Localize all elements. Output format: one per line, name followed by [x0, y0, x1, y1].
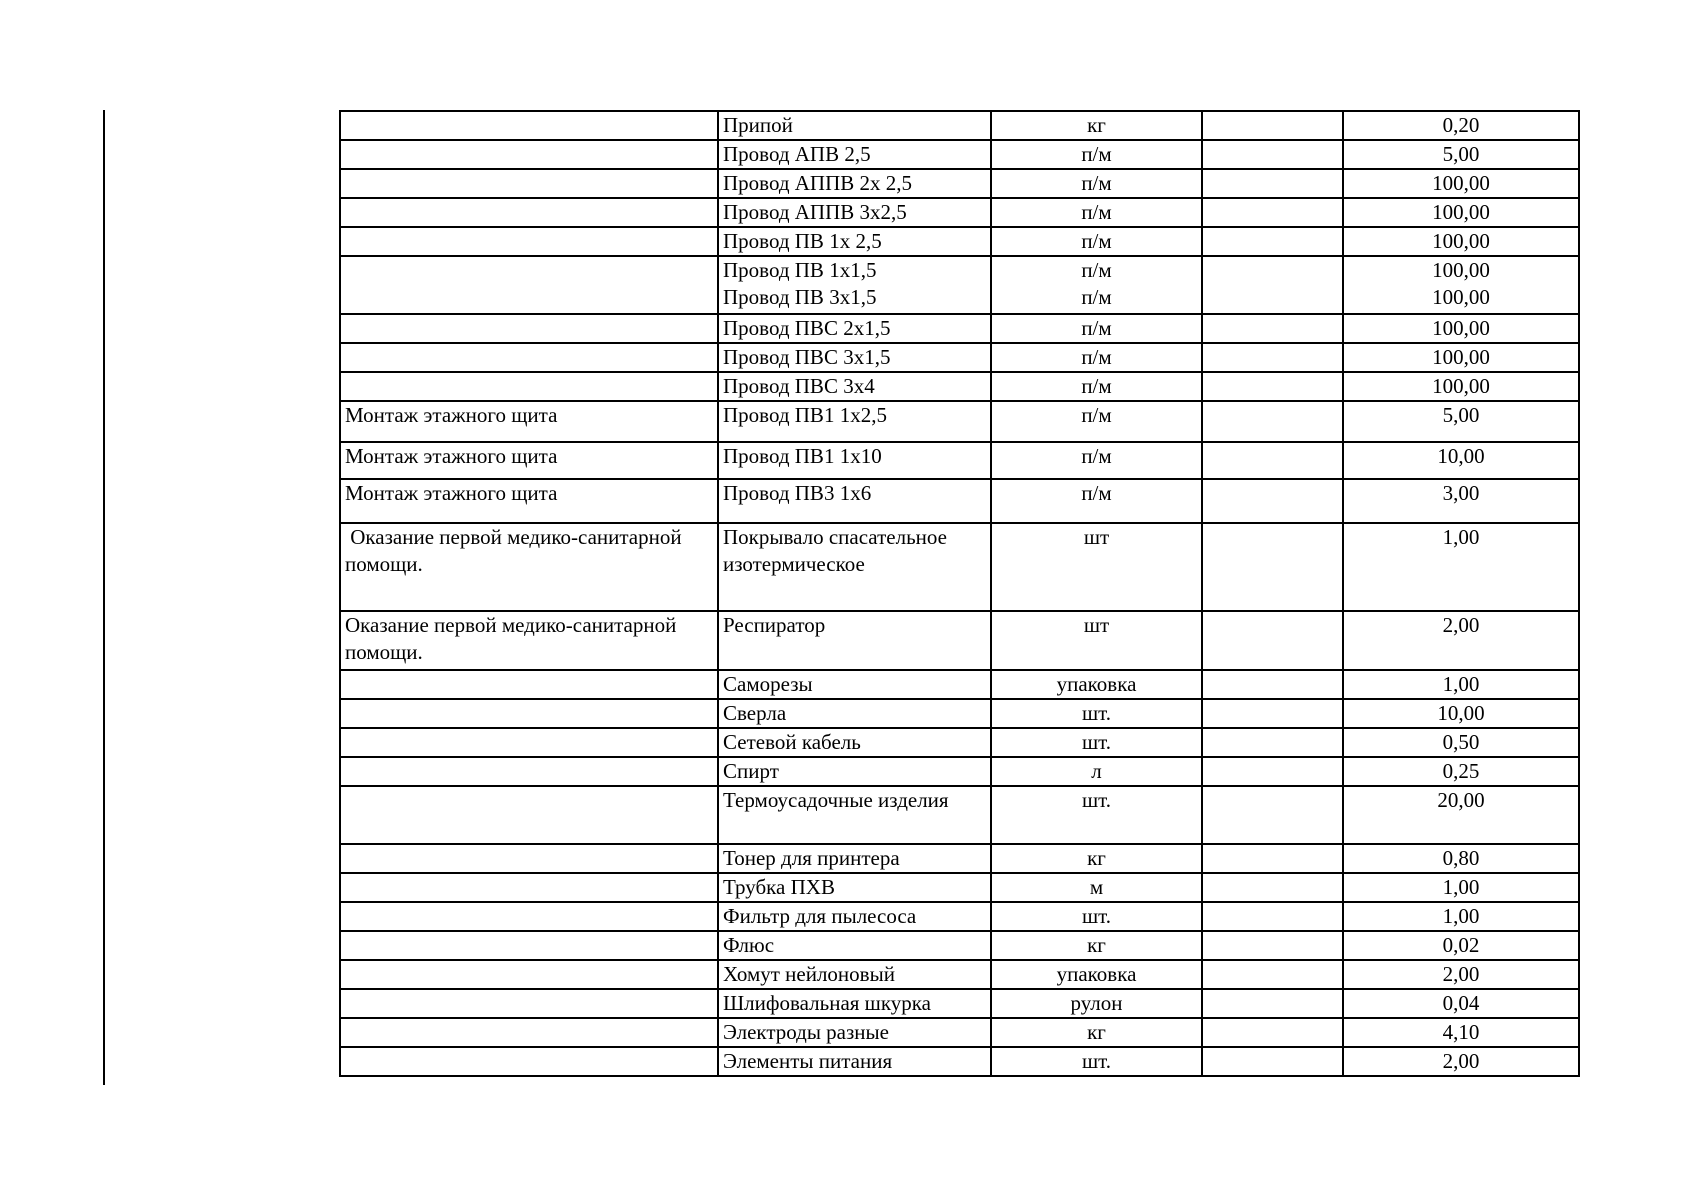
- empty-cell: [1202, 728, 1343, 757]
- material-name-cell: Фильтр для пылесоса: [718, 902, 991, 931]
- quantity-cell: 1,00: [1343, 670, 1579, 699]
- quantity-cell: 100,00: [1343, 372, 1579, 401]
- material-name-cell: [718, 256, 991, 314]
- material-name-cell: Провод ПВС 3х1,5: [718, 343, 991, 372]
- table-row: [340, 902, 1579, 931]
- material-name-cell: Провод ПВС 2х1,5: [718, 314, 991, 343]
- empty-cell: [1202, 670, 1343, 699]
- unit-cell: п/м: [991, 140, 1202, 169]
- unit-cell: кг: [991, 844, 1202, 873]
- work-cell: [340, 198, 718, 227]
- empty-cell: [1202, 314, 1343, 343]
- work-cell: [340, 227, 718, 256]
- material-name-cell: Сетевой кабель: [718, 728, 991, 757]
- work-cell: [340, 699, 718, 728]
- table-row: [340, 844, 1579, 873]
- quantity-cell: 3,00: [1343, 479, 1579, 523]
- material-name-cell: Провод ПВ1 1х2,5: [718, 401, 991, 442]
- material-name-cell: Сверла: [718, 699, 991, 728]
- material-name-cell: Провод ПВ 1х 2,5: [718, 227, 991, 256]
- unit-cell: шт: [991, 611, 1202, 670]
- empty-cell: [1202, 256, 1343, 314]
- work-cell: [340, 786, 718, 844]
- table-row: [340, 227, 1579, 256]
- quantity-cell: 0,20: [1343, 111, 1579, 140]
- quantity-cell: 4,10: [1343, 1018, 1579, 1047]
- unit-cell: рулон: [991, 989, 1202, 1018]
- material-name-cell: Хомут нейлоновый: [718, 960, 991, 989]
- unit-cell: шт.: [991, 728, 1202, 757]
- empty-cell: [1202, 227, 1343, 256]
- unit-cell: п/м: [991, 227, 1202, 256]
- unit-line: п/м: [1081, 285, 1112, 309]
- empty-cell: [1202, 523, 1343, 611]
- empty-cell: [1202, 198, 1343, 227]
- work-cell: [340, 728, 718, 757]
- work-cell: [340, 140, 718, 169]
- unit-cell: шт: [991, 523, 1202, 611]
- table-row: [340, 169, 1579, 198]
- quantity-cell: 100,00: [1343, 343, 1579, 372]
- work-cell: [340, 1047, 718, 1076]
- material-name-cell: Элементы питания: [718, 1047, 991, 1076]
- work-cell: [340, 844, 718, 873]
- quantity-cell: 10,00: [1343, 699, 1579, 728]
- material-name-cell: Провод ПВ3 1х6: [718, 479, 991, 523]
- material-name-cell: Провод АППВ 2х 2,5: [718, 169, 991, 198]
- page-margin-line: [103, 110, 105, 1085]
- material-name-cell: Провод ПВ1 1х10: [718, 442, 991, 479]
- empty-cell: [1202, 931, 1343, 960]
- work-cell: [340, 670, 718, 699]
- empty-cell: [1202, 873, 1343, 902]
- empty-cell: [1202, 989, 1343, 1018]
- quantity-cell: [1343, 256, 1579, 314]
- work-cell: [340, 1018, 718, 1047]
- material-name-line: Провод ПВ 1х1,5: [723, 258, 877, 282]
- empty-cell: [1202, 699, 1343, 728]
- work-cell: [340, 757, 718, 786]
- unit-cell: упаковка: [991, 960, 1202, 989]
- material-name-cell: Термоусадочные изделия: [718, 786, 991, 844]
- table-row: [340, 1018, 1579, 1047]
- empty-cell: [1202, 844, 1343, 873]
- quantity-cell: 1,00: [1343, 523, 1579, 611]
- empty-cell: [1202, 786, 1343, 844]
- empty-cell: [1202, 169, 1343, 198]
- quantity-cell: 20,00: [1343, 786, 1579, 844]
- empty-cell: [1202, 442, 1343, 479]
- quantity-cell: 0,25: [1343, 757, 1579, 786]
- table-row: [340, 989, 1579, 1018]
- unit-cell: [991, 256, 1202, 314]
- unit-cell: п/м: [991, 169, 1202, 198]
- work-cell: [340, 111, 718, 140]
- unit-cell: п/м: [991, 479, 1202, 523]
- quantity-cell: 10,00: [1343, 442, 1579, 479]
- table-row: [340, 343, 1579, 372]
- unit-cell: шт.: [991, 699, 1202, 728]
- empty-cell: [1202, 479, 1343, 523]
- quantity-cell: 2,00: [1343, 611, 1579, 670]
- quantity-cell: 100,00: [1343, 198, 1579, 227]
- material-name-line: Провод ПВ 3х1,5: [723, 285, 877, 309]
- table-row: [340, 140, 1579, 169]
- table-row: [340, 670, 1579, 699]
- work-cell: [340, 960, 718, 989]
- quantity-cell: 100,00: [1343, 227, 1579, 256]
- material-name-cell: Провод АППВ 3х2,5: [718, 198, 991, 227]
- table-row: [340, 873, 1579, 902]
- quantity-cell: 100,00: [1343, 169, 1579, 198]
- work-cell: [340, 523, 718, 611]
- empty-cell: [1202, 111, 1343, 140]
- table-row: [340, 931, 1579, 960]
- unit-cell: п/м: [991, 314, 1202, 343]
- material-name-cell: Покрывало спасательное изотермическое: [718, 523, 991, 611]
- table-row: [340, 611, 1579, 670]
- empty-cell: [1202, 372, 1343, 401]
- material-name-cell: Провод АПВ 2,5: [718, 140, 991, 169]
- table-row: [340, 198, 1579, 227]
- work-cell: [340, 343, 718, 372]
- quantity-cell: 0,02: [1343, 931, 1579, 960]
- table-row: [340, 757, 1579, 786]
- unit-cell: п/м: [991, 372, 1202, 401]
- unit-cell: п/м: [991, 198, 1202, 227]
- work-cell: [340, 314, 718, 343]
- table-row: [340, 960, 1579, 989]
- empty-cell: [1202, 401, 1343, 442]
- work-cell: [340, 902, 718, 931]
- work-cell: [340, 873, 718, 902]
- table-row: [340, 111, 1579, 140]
- unit-cell: п/м: [991, 401, 1202, 442]
- table-row: [340, 372, 1579, 401]
- unit-cell: шт.: [991, 902, 1202, 931]
- table-row: [340, 442, 1579, 479]
- table-row: [340, 728, 1579, 757]
- unit-cell: кг: [991, 931, 1202, 960]
- table-row: [340, 479, 1579, 523]
- material-name-cell: Электроды разные: [718, 1018, 991, 1047]
- quantity-cell: 5,00: [1343, 140, 1579, 169]
- empty-cell: [1202, 1018, 1343, 1047]
- work-cell: Монтаж этажного щита: [340, 479, 718, 523]
- table-row: [340, 1047, 1579, 1076]
- work-cell: [340, 989, 718, 1018]
- empty-cell: [1202, 140, 1343, 169]
- unit-cell: шт.: [991, 1047, 1202, 1076]
- unit-cell: м: [991, 873, 1202, 902]
- unit-cell: упаковка: [991, 670, 1202, 699]
- empty-cell: [1202, 1047, 1343, 1076]
- work-cell: [340, 256, 718, 314]
- work-text: Оказание первой медико-санитарной помощи.: [345, 525, 687, 576]
- quantity-cell: 1,00: [1343, 902, 1579, 931]
- material-name-cell: Припой: [718, 111, 991, 140]
- table-row: [340, 699, 1579, 728]
- material-name-cell: Тонер для принтера: [718, 844, 991, 873]
- work-cell: Оказание первой медико-санитарной помощи.: [340, 611, 718, 670]
- quantity-cell: 2,00: [1343, 1047, 1579, 1076]
- work-cell: [340, 372, 718, 401]
- empty-cell: [1202, 960, 1343, 989]
- unit-cell: п/м: [991, 343, 1202, 372]
- work-cell: [340, 931, 718, 960]
- material-name-cell: Респиратор: [718, 611, 991, 670]
- materials-table: [339, 110, 1580, 1077]
- material-name-cell: Шлифовальная шкурка: [718, 989, 991, 1018]
- table-row: [340, 523, 1579, 611]
- quantity-cell: 1,00: [1343, 873, 1579, 902]
- table-row: [340, 786, 1579, 844]
- table-row: [340, 314, 1579, 343]
- table-row: [340, 256, 1579, 314]
- unit-cell: кг: [991, 1018, 1202, 1047]
- quantity-line: 100,00: [1432, 285, 1490, 309]
- material-name-cell: Трубка ПХВ: [718, 873, 991, 902]
- material-name-cell: Провод ПВС 3х4: [718, 372, 991, 401]
- empty-cell: [1202, 902, 1343, 931]
- unit-cell: л: [991, 757, 1202, 786]
- quantity-cell: 0,50: [1343, 728, 1579, 757]
- quantity-cell: 0,80: [1343, 844, 1579, 873]
- work-cell: [340, 169, 718, 198]
- unit-line: п/м: [1081, 258, 1112, 282]
- quantity-cell: 100,00: [1343, 314, 1579, 343]
- unit-cell: шт.: [991, 786, 1202, 844]
- work-cell: Монтаж этажного щита: [340, 401, 718, 442]
- quantity-cell: 5,00: [1343, 401, 1579, 442]
- unit-cell: кг: [991, 111, 1202, 140]
- table-row: [340, 401, 1579, 442]
- unit-cell: п/м: [991, 442, 1202, 479]
- empty-cell: [1202, 757, 1343, 786]
- quantity-line: 100,00: [1432, 258, 1490, 282]
- empty-cell: [1202, 611, 1343, 670]
- empty-cell: [1202, 343, 1343, 372]
- material-name-cell: Саморезы: [718, 670, 991, 699]
- material-name-cell: Флюс: [718, 931, 991, 960]
- quantity-cell: 2,00: [1343, 960, 1579, 989]
- work-cell: Монтаж этажного щита: [340, 442, 718, 479]
- material-name-cell: Спирт: [718, 757, 991, 786]
- quantity-cell: 0,04: [1343, 989, 1579, 1018]
